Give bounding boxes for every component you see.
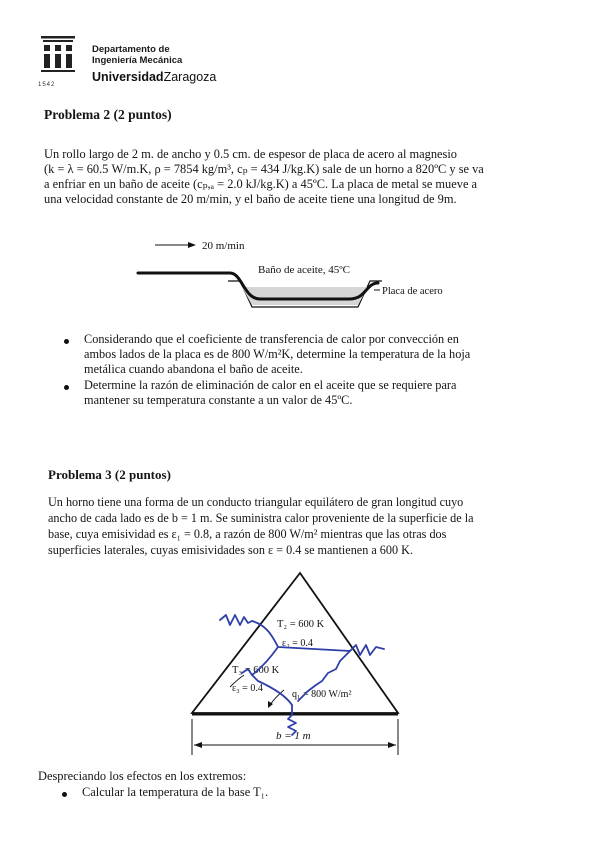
t3-label: T₃ = 600 K bbox=[232, 665, 280, 676]
e2-label: ε₂ = 0.4 bbox=[282, 638, 313, 649]
bullet-1-line: Considerando que el coeficiente de transferencia de calor por convección en bbox=[84, 332, 459, 346]
problem-3-line: ancho de cada lado es de b = 1 m. Se suministra calor proveniente de la superficie de la bbox=[48, 511, 474, 525]
bullet-1-line: metálica cuando abandona el baño de aceite. bbox=[84, 362, 303, 376]
problem-2-line: a enfriar en un baño de aceite (cₚ,ₐ = 2.0 kJ/kg.K) a 45ºC. La placa de metal se mueve a bbox=[44, 177, 478, 191]
bullet-1-line: ambos lados de la placa es de 800 W/m²K, determine la temperatura de la hoja bbox=[84, 347, 471, 361]
problem-3-line: superficies laterales, cuyas emisividades son ε = 0.4 se mantienen a 600 K. bbox=[48, 543, 413, 557]
problem-3-line: Un horno tiene una forma de un conducto triangular equilátero de gran longitud cuyo bbox=[48, 495, 464, 509]
problem-3-title: Problema 3 (2 puntos) bbox=[48, 467, 171, 482]
bullet-2-line: Determine la razón de eliminación de calor en el aceite que se requiere para bbox=[84, 378, 457, 392]
problem-2-line: (k = λ = 60.5 W/m.K, ρ = 7854 kg/m³, cₚ = 434 J/kg.K) sale de un horno a 820ºC y se va bbox=[44, 162, 484, 176]
bullet-dot-icon bbox=[62, 792, 67, 797]
t2-label: T₂ = 600 K bbox=[277, 619, 325, 630]
plate-label: Placa de acero bbox=[382, 286, 443, 297]
university-name-light: Zaragoza bbox=[163, 70, 217, 84]
resistor-left-squiggle bbox=[220, 615, 252, 625]
problem-3-footer: Despreciando los efectos en los extremos: bbox=[38, 769, 247, 783]
problem-3-bullet: Calcular la temperatura de la base T₁. bbox=[82, 785, 269, 799]
university-name-bold: Universidad bbox=[92, 70, 164, 84]
bullet-dot-icon bbox=[64, 339, 69, 344]
problem-2-line: Un rollo largo de 2 m. de ancho y 0.5 cm. de espesor de placa de acero al magnesio bbox=[44, 147, 457, 161]
bullet-2-line: mantener su temperatura constante a un valor de 45ºC. bbox=[84, 393, 353, 407]
department-line-1: Departamento de bbox=[92, 44, 170, 55]
bullet-dot-icon bbox=[64, 385, 69, 390]
velocity-label: 20 m/min bbox=[202, 240, 245, 252]
problem-2-line: una velocidad constante de 20 m/min, y el baño de aceite tiene una longitud de 9m. bbox=[44, 192, 457, 206]
e3-label: ε₃ = 0.4 bbox=[232, 683, 263, 694]
logo-year: 1542 bbox=[38, 82, 56, 88]
triangular-duct-diagram bbox=[180, 565, 420, 760]
bath-label: Baño de aceite, 45ºC bbox=[258, 264, 350, 276]
problem-3-line: base, cuya emisividad es ε₁ = 0.8, a razón de 800 W/m² mientras que las otras dos bbox=[48, 527, 447, 541]
problem-3-statement bbox=[48, 494, 474, 558]
problem-2-title: Problema 2 (2 puntos) bbox=[44, 107, 172, 122]
q1-label: q₁ = 800 W/m² bbox=[292, 689, 352, 700]
department-line-2: Ingeniería Mecánica bbox=[92, 55, 183, 66]
resistor-right-squiggle bbox=[350, 645, 384, 655]
width-label: b = 1 m bbox=[276, 730, 311, 742]
